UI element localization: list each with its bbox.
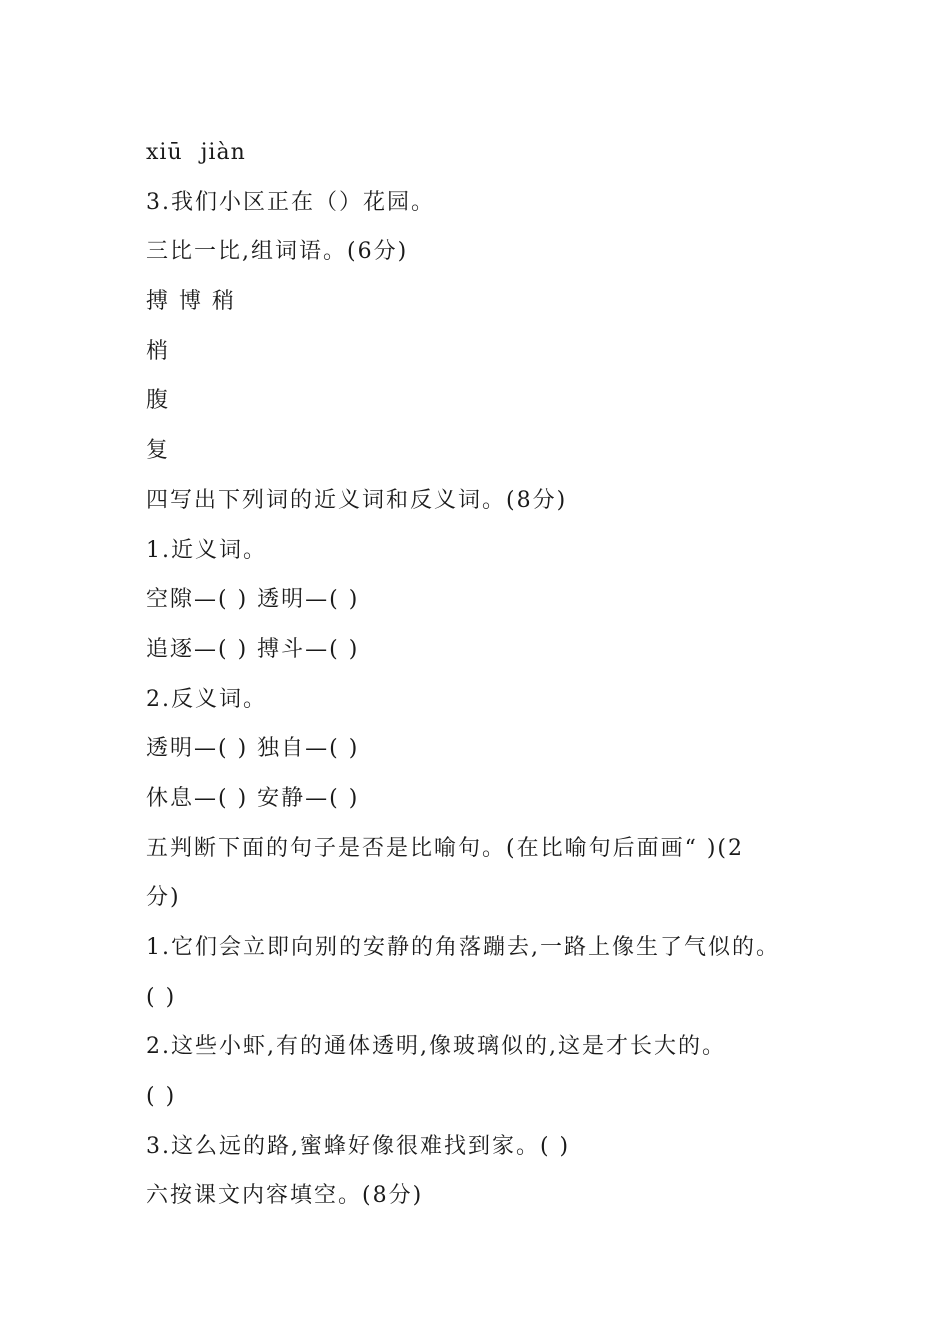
section-3-heading: 三比一比,组词语。(6分) [146,239,409,265]
section-5-heading-continued: 分) [146,885,181,911]
antonym-row: 透明—( ) 独自—( ) [146,736,360,762]
section-4-heading: 四写出下列词的近义词和反义词。(8分) [146,487,568,513]
character-group: 搏 博 稍 [146,289,236,315]
judgment-sentence-2: 2.这些小虾,有的通体透明,像玻璃似的,这是才长大的。 [146,1034,726,1060]
character-item: 腹 [146,388,171,414]
character-item: 梢 [146,338,171,364]
question-3-text: 3.我们小区正在（）花园。 [146,189,435,215]
answer-blank: ( ) [146,984,177,1010]
answer-blank: ( ) [146,1084,177,1110]
antonyms-subheading: 2.反义词。 [146,686,267,712]
synonym-row: 追逐—( ) 搏斗—( ) [146,636,360,662]
antonym-row: 休息—( ) 安静—( ) [146,785,360,811]
judgment-sentence-1: 1.它们会立即向别的安静的角落蹦去,一路上像生了气似的。 [146,935,780,960]
judgment-sentence-3: 3.这么远的路,蜜蜂好像很难找到家。( ) [146,1133,571,1159]
section-6-heading: 六按课文内容填空。(8分) [146,1183,424,1209]
document-page [146,128,846,1221]
pinyin-line: xiū jiàn [146,140,246,165]
synonyms-subheading: 1.近义词。 [146,537,267,563]
character-item: 复 [146,438,171,464]
synonym-row: 空隙—( ) 透明—( ) [146,587,360,613]
section-5-heading: 五判断下面的句子是否是比喻句。(在比喻句后面画“ )(2 [146,835,744,861]
